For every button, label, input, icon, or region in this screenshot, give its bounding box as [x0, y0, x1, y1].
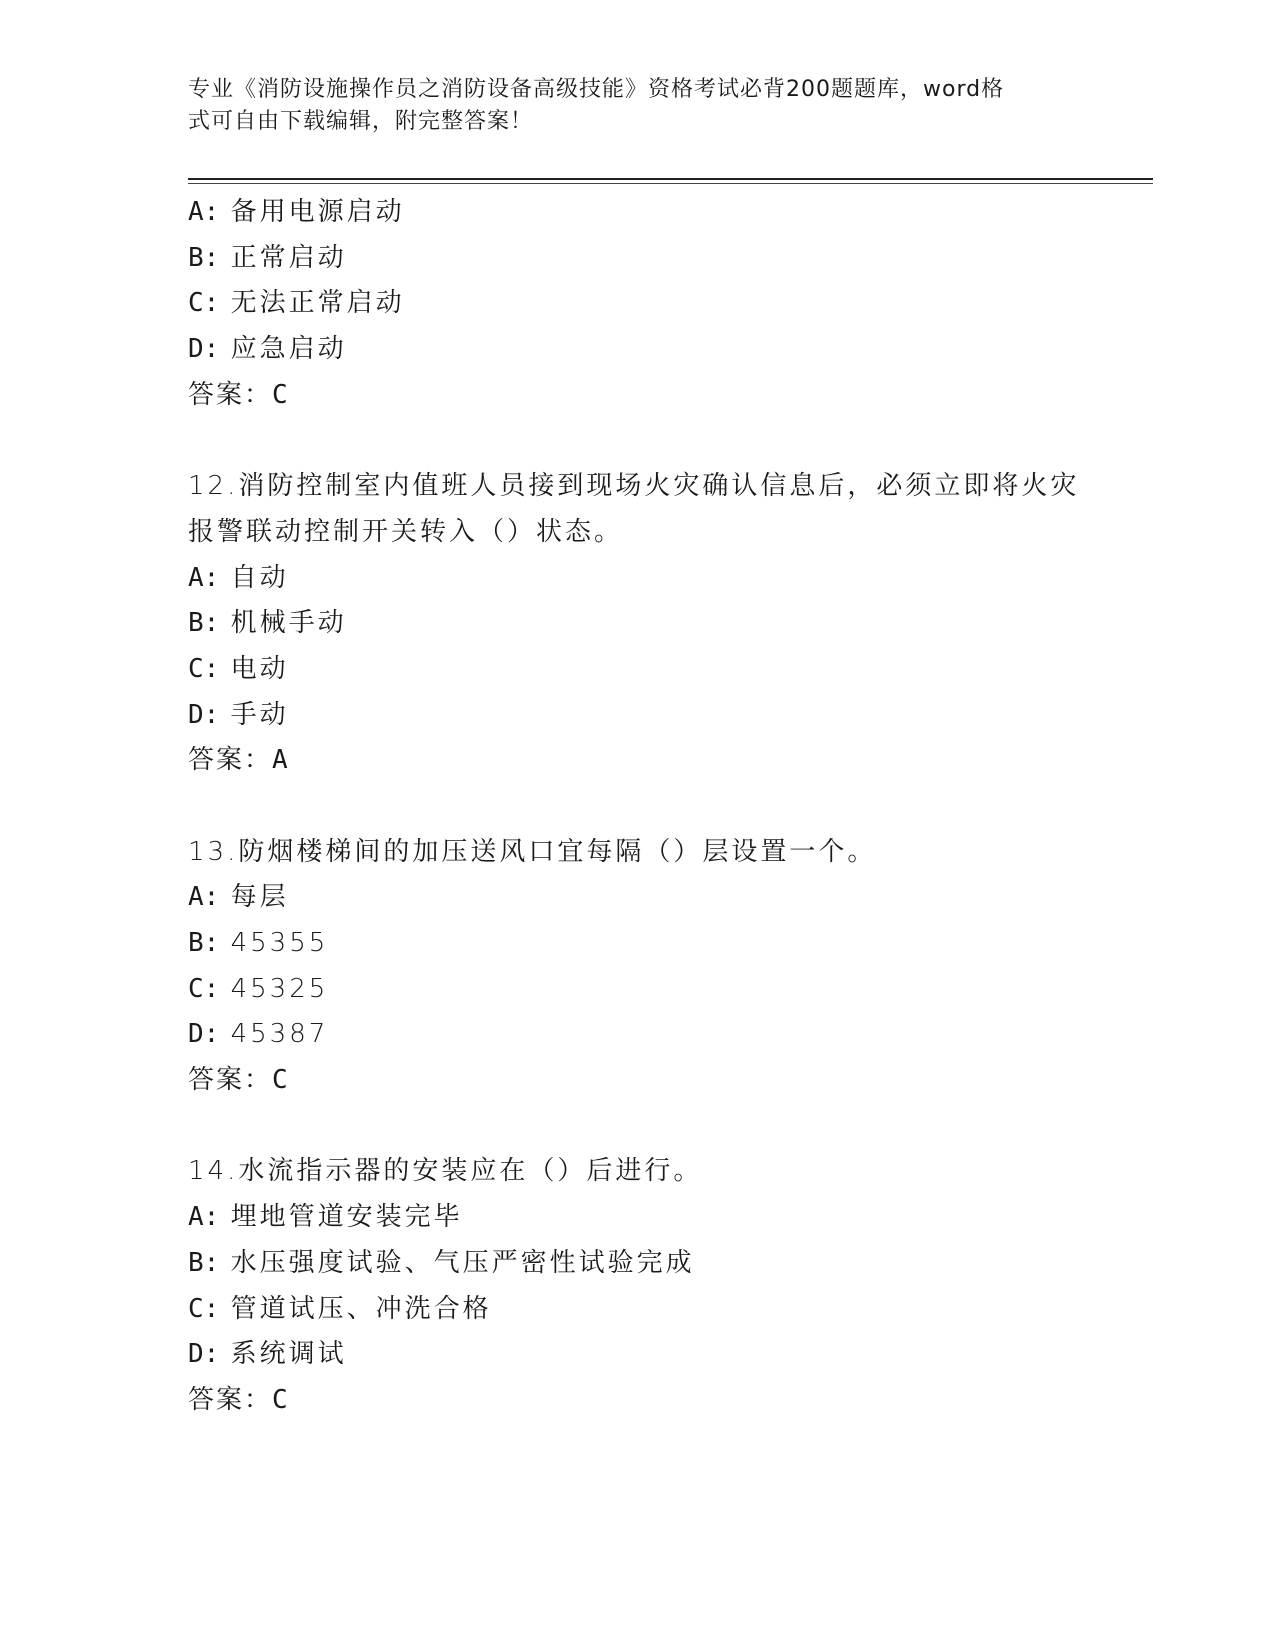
spacer [188, 418, 1088, 464]
option-key: A: [188, 882, 220, 913]
answer-line [188, 1378, 1088, 1424]
answer-line [188, 738, 1088, 784]
option-b [188, 1241, 1088, 1287]
option-key: C: [188, 1293, 220, 1324]
option-text: 备用电源启动 [230, 197, 405, 227]
answer-line [188, 1058, 1088, 1104]
option-b [188, 601, 1088, 647]
answer-label: 答案： [188, 1065, 273, 1096]
option-key: D: [188, 1019, 220, 1050]
answer-label: 答案： [188, 745, 273, 776]
spacer [188, 784, 1088, 830]
question-stem: 14.水流指示器的安装应在（）后进行。 [188, 1156, 703, 1187]
option-text: 每层 [230, 882, 289, 913]
header-divider-thin [188, 183, 1153, 184]
question-11 [188, 190, 1088, 418]
option-key: D: [188, 699, 220, 730]
question-list [188, 190, 1088, 1424]
option-key: C: [188, 973, 220, 1004]
answer-line [188, 373, 1088, 419]
question-13 [188, 830, 1088, 1104]
option-key: A: [188, 1202, 220, 1233]
question-stem-continued: 报警联动控制开关转入（）状态。 [188, 516, 624, 547]
header-divider-thick [188, 178, 1153, 180]
option-d [188, 327, 1088, 373]
answer-value: C [272, 1384, 288, 1415]
option-text: 45355 [230, 928, 329, 958]
option-c [188, 281, 1088, 327]
option-key: A: [188, 197, 220, 227]
option-a [188, 556, 1088, 602]
option-key: B: [188, 928, 220, 958]
option-c [188, 647, 1088, 693]
option-a [188, 875, 1088, 921]
option-b [188, 236, 1088, 282]
option-key: D: [188, 334, 220, 365]
question-stem: 13.防烟楼梯间的加压送风口宜每隔（）层设置一个。 [188, 836, 877, 867]
option-d [188, 1012, 1088, 1058]
option-text: 无法正常启动 [230, 288, 405, 319]
option-key: B: [188, 608, 220, 639]
option-text: 机械手动 [230, 608, 347, 639]
option-a [188, 1195, 1088, 1241]
answer-label: 答案： [188, 1384, 273, 1415]
option-text: 自动 [230, 562, 289, 593]
option-c [188, 1287, 1088, 1333]
option-d [188, 1332, 1088, 1378]
option-text: 应急启动 [230, 334, 347, 365]
option-text: 埋地管道安装完毕 [230, 1202, 463, 1233]
question-stem: 12.消防控制室内值班人员接到现场火灾确认信息后，必须立即将火灾 [188, 471, 1080, 502]
option-text: 45325 [230, 973, 329, 1004]
question-14 [188, 1149, 1088, 1423]
option-text: 电动 [230, 653, 289, 684]
header-line-2: 式可自由下载编辑，附完整答案！ [188, 109, 534, 134]
option-key: B: [188, 242, 220, 273]
question-12 [188, 464, 1088, 784]
option-text: 正常启动 [230, 242, 347, 273]
answer-label: 答案： [188, 379, 273, 410]
option-a [188, 190, 1088, 236]
option-text: 水压强度试验、气压严密性试验完成 [230, 1247, 695, 1278]
option-key: D: [188, 1339, 220, 1370]
option-text: 系统调试 [230, 1339, 347, 1370]
option-key: B: [188, 1247, 220, 1278]
option-c [188, 967, 1088, 1013]
option-text: 管道试压、冲洗合格 [230, 1293, 492, 1324]
option-key: C: [188, 288, 220, 319]
option-key: C: [188, 653, 220, 684]
document-header [188, 74, 1068, 138]
spacer [188, 1104, 1088, 1150]
option-key: A: [188, 562, 220, 593]
option-d [188, 693, 1088, 739]
answer-value: C [272, 1065, 288, 1096]
answer-value: A [272, 745, 288, 776]
answer-value: C [272, 379, 288, 410]
header-line-1: 专业《消防设施操作员之消防设备高级技能》资格考试必背200题题库，word格 [188, 77, 1005, 102]
option-text: 45387 [230, 1019, 329, 1050]
option-text: 手动 [230, 699, 289, 730]
option-b [188, 921, 1088, 967]
